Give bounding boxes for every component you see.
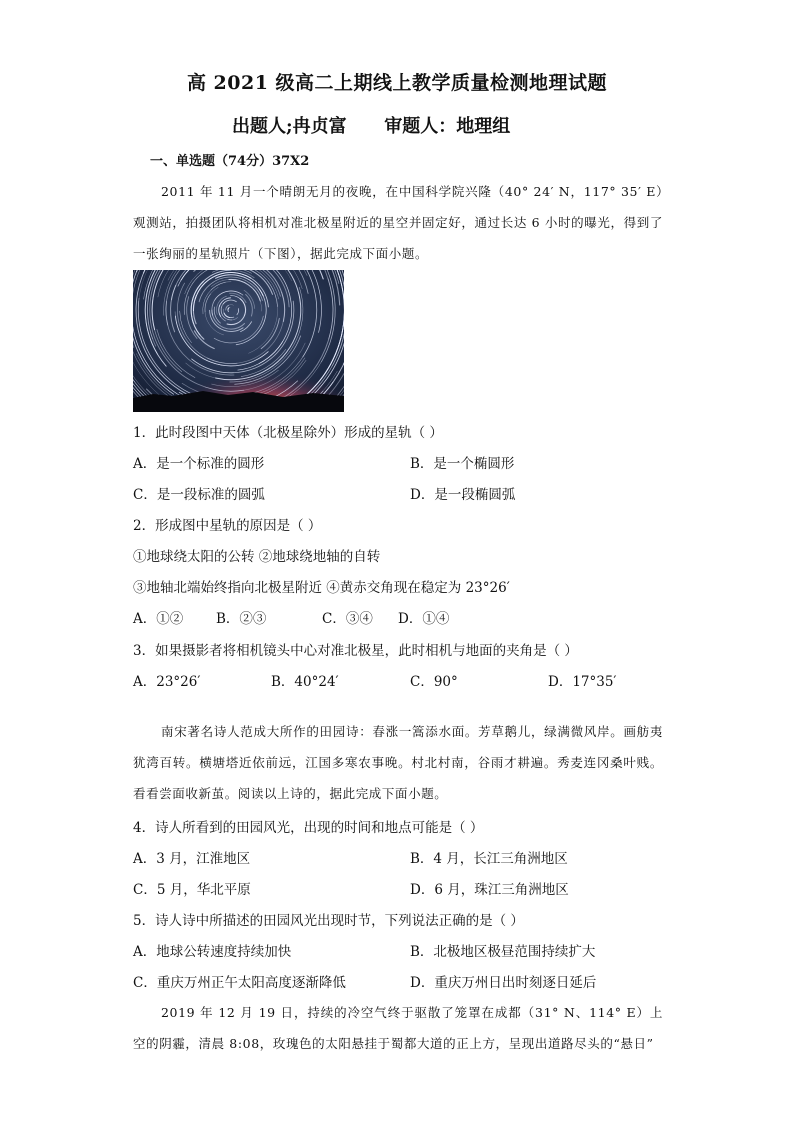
question-3-option-c[interactable]: C．90° <box>410 674 458 690</box>
question-3-option-a[interactable]: A．23°26′ <box>133 674 201 690</box>
question-4-option-b[interactable]: B．4 月，长江三角洲地区 <box>410 851 568 867</box>
question-2-option-a[interactable]: A．①② <box>133 611 184 627</box>
question-2-statements-1: ①地球绕太阳的公转 ②地球绕地轴的自转 <box>133 549 381 565</box>
question-3-option-d[interactable]: D．17°35′ <box>548 674 617 690</box>
section-heading: 一、单选题（74分）37X2 <box>150 154 310 169</box>
question-2-stem: 2．形成图中星轨的原因是（ ） <box>133 518 322 534</box>
question-1-option-a[interactable]: A．是一个标准的圆形 <box>133 456 265 472</box>
passage-sunrise: 2019 年 12 月 19 日，持续的冷空气终于驱散了笼罩在成都（31° N、114° E）上空的阴霾，清晨 8:08，玫瑰色的太阳悬挂于蜀都大道的正上方，呈现出道路尽头的“悬日” <box>133 1005 663 1051</box>
question-4-option-c[interactable]: C．5 月，华北平原 <box>133 882 251 898</box>
star-trail-photo <box>133 270 344 412</box>
question-2-statements-2: ③地轴北端始终指向北极星附近 ④黄赤交角现在稳定为 23°26′ <box>133 580 510 596</box>
question-5-option-b[interactable]: B．北极地区极昼范围持续扩大 <box>410 944 596 960</box>
question-1-stem: 1．此时段图中天体（北极星除外）形成的星轨（ ） <box>133 425 443 441</box>
question-3-stem: 3．如果摄影者将相机镜头中心对准北极星，此时相机与地面的夹角是（ ） <box>133 643 578 659</box>
question-4-option-a[interactable]: A．3 月，江淮地区 <box>133 851 251 867</box>
question-4-stem: 4．诗人所看到的田园风光，出现的时间和地点可能是（ ） <box>133 820 484 836</box>
question-5-option-c[interactable]: C．重庆万州正午太阳高度逐渐降低 <box>133 975 346 991</box>
exam-setters: 出题人;冉贞富 审题人：地理组 <box>232 116 511 137</box>
passage-poem: 南宋著名诗人范成大所作的田园诗：春涨一篙添水面。芳草鹅儿，绿满微风岸。画舫夷犹湾百转。横塘塔近依前远，江国多寒农事晚。村北村南，谷雨才耕遍。秀麦连冈桑叶贱。看看尝面收新茧。阅读以上诗的，据此完成下面小题。 <box>133 724 663 801</box>
question-2-option-d[interactable]: D．①④ <box>398 611 450 627</box>
question-5-stem: 5．诗人诗中所描述的田园风光出现时节，下列说法正确的是（ ） <box>133 913 524 929</box>
question-2-option-b[interactable]: B．②③ <box>216 611 267 627</box>
star-trail-image <box>133 270 344 412</box>
question-2-option-c[interactable]: C．③④ <box>322 611 373 627</box>
question-4-option-d[interactable]: D．6 月，珠江三角洲地区 <box>410 882 569 898</box>
passage-star-trail: 2011 年 11 月一个晴朗无月的夜晚，在中国科学院兴隆（40° 24′ N，117° 35′ E）观测站，拍摄团队将相机对准北极星附近的星空并固定好，通过长达 6 小时的曝光，得到了一张绚丽的星轨照片（下图），据此完成下面小题。 <box>133 184 663 261</box>
question-1-option-d[interactable]: D．是一段椭圆弧 <box>410 487 516 503</box>
question-1-option-c[interactable]: C．是一段标准的圆弧 <box>133 487 265 503</box>
question-3-option-b[interactable]: B．40°24′ <box>271 674 339 690</box>
exam-title: 高 2021 级高二上期线上教学质量检测地理试题 <box>186 72 608 94</box>
question-1-option-b[interactable]: B．是一个椭圆形 <box>410 456 515 472</box>
question-5-option-d[interactable]: D．重庆万州日出时刻逐日延后 <box>410 975 597 991</box>
question-5-option-a[interactable]: A．地球公转速度持续加快 <box>133 944 292 960</box>
